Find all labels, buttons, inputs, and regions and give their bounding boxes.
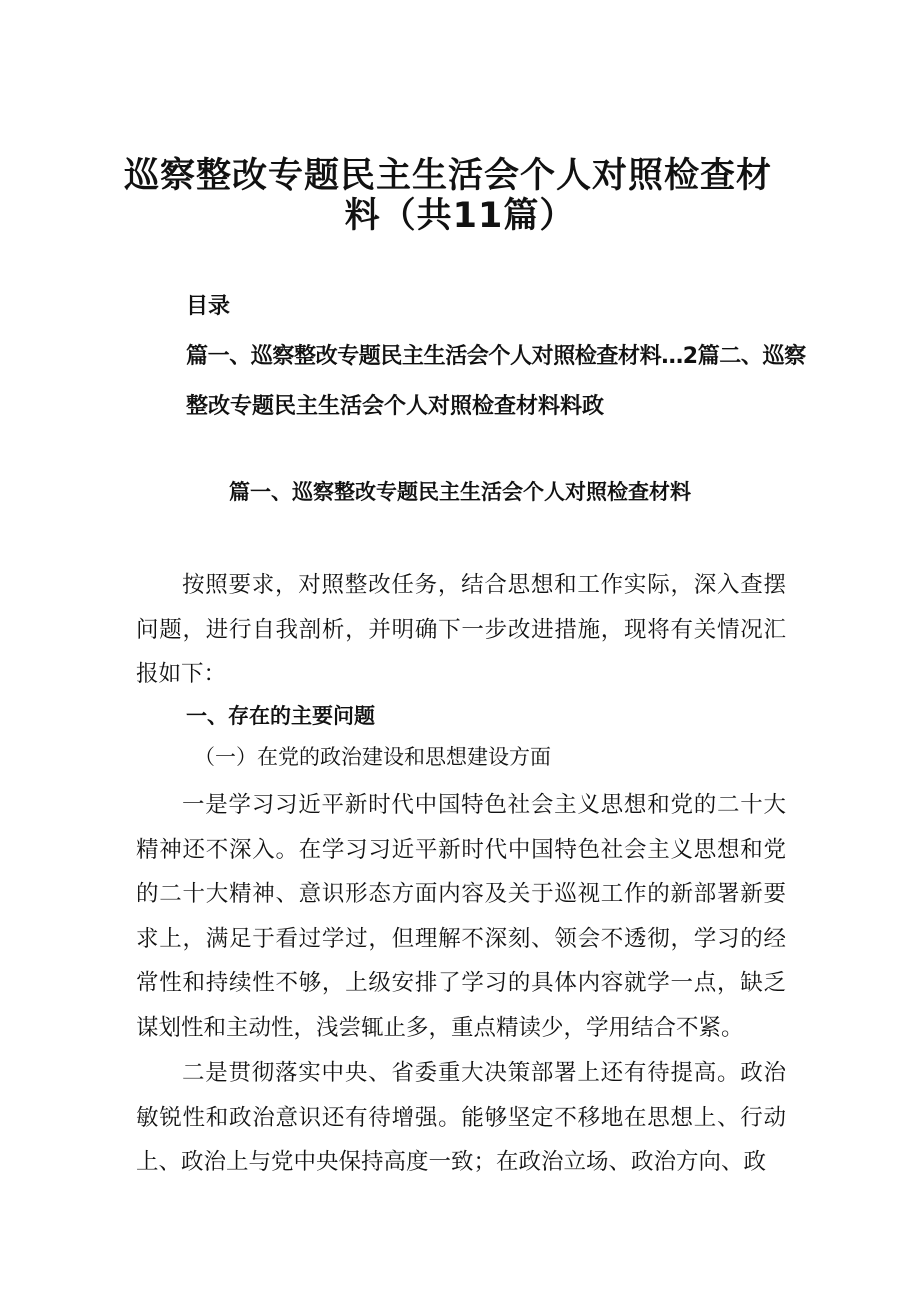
toc-label: 目录 xyxy=(186,294,231,319)
section-title: 篇一、巡察整改专题民主生活会个人对照检查材料 xyxy=(229,480,691,504)
toc-entry-line-2: 整改专题民主生活会个人对照检查材料料政 xyxy=(186,394,605,419)
subheading-political-building: （一）在党的政治建设和思想建设方面 xyxy=(194,745,551,769)
toc-entry-line-1: 篇一、巡察整改专题民主生活会个人对照检查材料…2篇二、巡察 xyxy=(186,344,806,369)
document-title-line-2: 料（共11篇） xyxy=(344,196,576,236)
intro-paragraph: 按照要求，对照整改任务，结合思想和工作实际，深入查摆问题，进行自我剖析，并明确下一步改进措施，现将有关情况汇报如下： xyxy=(136,572,786,688)
paragraph-implementation: 二是贯彻落实中央、省委重大决策部署上还有待提高。政治敏锐性和政治意识还有待增强。能够坚定不移地在思想上、行动上、政治上与党中央保持高度一致；在政治立场、政治方向、政 xyxy=(136,1060,786,1176)
document-title-line-1: 巡察整改专题民主生活会个人对照检查材 xyxy=(123,156,772,196)
heading-main-problems: 一、存在的主要问题 xyxy=(186,704,375,728)
paragraph-study: 一是学习习近平新时代中国特色社会主义思想和党的二十大精神还不深入。在学习习近平新时代中国特色社会主义思想和党的二十大精神、意识形态方面内容及关于巡视工作的新部署新要求上，满足于看过学过，但理解不深刻、领会不透彻，学习的经常性和持续性不够，上级安排了学习的具体内容就学一点，缺乏谋划性和主动性，浅尝辄止多，重点精读少，学用结合不紧。 xyxy=(136,792,786,1041)
